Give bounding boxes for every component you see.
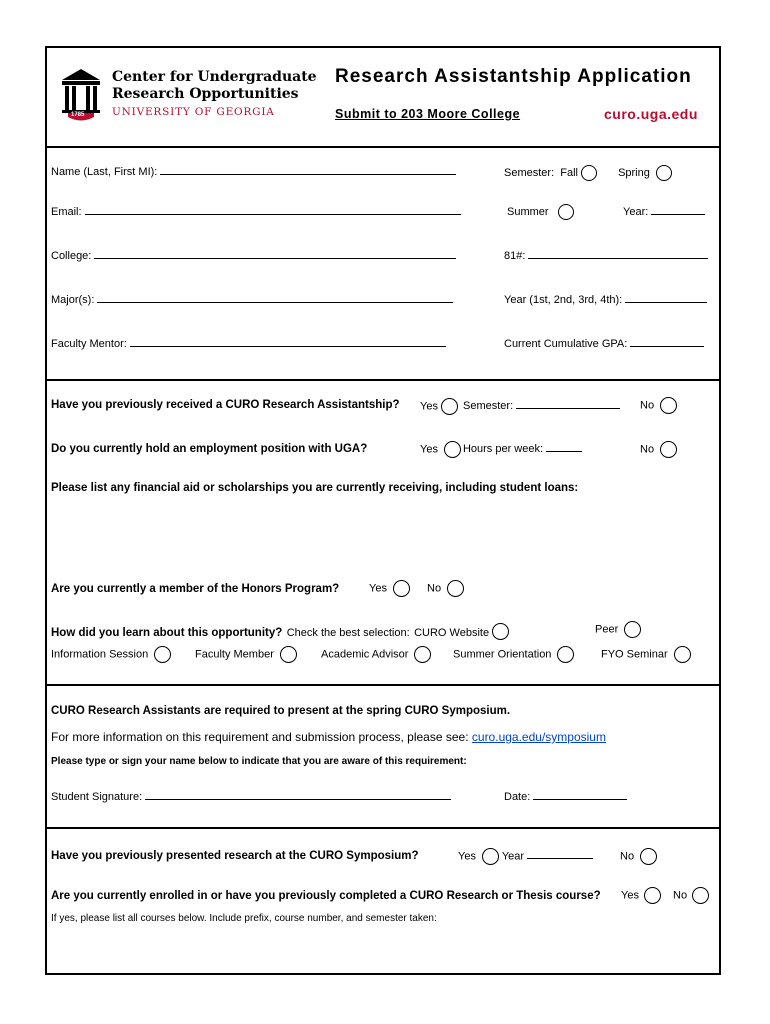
opt-orientation-label: Summer Orientation xyxy=(453,648,552,661)
opt-fyo xyxy=(601,646,691,663)
opt-fyo-label: FYO Seminar xyxy=(601,648,668,661)
fall-radio[interactable] xyxy=(581,165,597,181)
major-field[interactable] xyxy=(51,294,453,306)
q4-no-radio[interactable] xyxy=(447,580,464,597)
year-level-label: Year (1st, 2nd, 3rd, 4th): xyxy=(504,294,623,306)
opt-peer xyxy=(595,621,641,638)
name-field[interactable] xyxy=(51,166,456,178)
financial-aid-answer-area[interactable] xyxy=(51,500,711,570)
spring-label: Spring xyxy=(618,166,650,179)
q5-hint: Check the best selection: xyxy=(286,627,410,639)
major-label: Major(s): xyxy=(51,294,95,306)
page-title: Research Assistantship Application xyxy=(335,66,692,87)
email-label: Email: xyxy=(51,206,82,218)
no-label: No xyxy=(620,850,635,863)
id-label: 81#: xyxy=(504,250,526,262)
no-label: No xyxy=(640,443,655,456)
opt-advisor xyxy=(321,646,431,663)
no-label: No xyxy=(427,582,442,595)
courses-answer-area[interactable] xyxy=(51,930,711,968)
submit-location: Submit to 203 Moore College xyxy=(335,107,521,121)
opt-info xyxy=(51,646,171,663)
q1-yes-option xyxy=(420,398,620,415)
signature-label: Student Signature: xyxy=(51,791,143,803)
logo-year: 1785 xyxy=(71,112,85,118)
q-honors: Are you currently a member of the Honors Program? xyxy=(51,583,340,595)
yes-label: Yes xyxy=(420,400,438,413)
q7-no-radio[interactable] xyxy=(692,887,709,904)
q1-no-option xyxy=(640,397,677,414)
id-field[interactable] xyxy=(504,250,708,262)
opt-fyo-radio[interactable] xyxy=(674,646,691,663)
symposium-instruction: Please type or sign your name below to indicate that you are aware of this requirement: xyxy=(51,756,467,767)
q7-yes-option xyxy=(621,887,661,904)
q2-no-radio[interactable] xyxy=(660,441,677,458)
mentor-label: Faculty Mentor: xyxy=(51,338,127,350)
yes-label: Yes xyxy=(420,443,438,456)
year-label: Year: xyxy=(623,206,649,218)
opt-info-label: Information Session xyxy=(51,648,149,661)
hours-label: Hours per week: xyxy=(462,443,544,456)
q-prev-assistantship: Have you previously received a CURO Research Assistantship? xyxy=(51,399,400,411)
opt-peer-radio[interactable] xyxy=(624,621,641,638)
org-name-line1: Center for Undergraduate xyxy=(112,69,317,85)
opt-faculty-radio[interactable] xyxy=(280,646,297,663)
opt-website-label: CURO Website xyxy=(414,627,490,639)
date-field[interactable] xyxy=(504,791,627,803)
yes-label: Yes xyxy=(621,889,639,902)
date-label: Date: xyxy=(504,791,531,803)
fall-label: Fall xyxy=(560,166,578,179)
yes-label: Yes xyxy=(369,582,387,595)
uga-logo xyxy=(60,66,102,124)
q2-yes-option xyxy=(420,441,582,458)
opt-info-radio[interactable] xyxy=(154,646,171,663)
gpa-label: Current Cumulative GPA: xyxy=(504,338,628,350)
divider xyxy=(45,827,721,829)
q-how-learned xyxy=(51,623,509,641)
symposium-info xyxy=(51,730,606,744)
q1-semester-label: Semester: xyxy=(463,400,514,413)
divider xyxy=(45,684,721,686)
q6-no-radio[interactable] xyxy=(640,848,657,865)
spring-radio[interactable] xyxy=(656,165,672,181)
yes-label: Yes xyxy=(458,850,476,863)
year-field[interactable] xyxy=(623,206,705,218)
q7-yes-radio[interactable] xyxy=(644,887,661,904)
q-financial-aid: Please list any financial aid or scholarships you are currently receiving, including student loans: xyxy=(51,482,579,494)
opt-advisor-radio[interactable] xyxy=(414,646,431,663)
q7-no-option xyxy=(673,887,709,904)
opt-orientation-radio[interactable] xyxy=(557,646,574,663)
divider xyxy=(45,146,721,148)
q5-text: How did you learn about this opportunity? xyxy=(51,627,283,639)
mentor-field[interactable] xyxy=(51,338,446,350)
symposium-link[interactable]: curo.uga.edu/symposium xyxy=(471,730,606,744)
opt-faculty-label: Faculty Member xyxy=(195,648,274,661)
q6-yes-option xyxy=(458,848,593,865)
website-url: curo.uga.edu xyxy=(604,106,698,122)
summer-label: Summer xyxy=(507,205,549,218)
summer-option xyxy=(507,204,574,220)
no-label: No xyxy=(673,889,688,902)
signature-field[interactable] xyxy=(51,791,451,803)
q1-yes-radio[interactable] xyxy=(441,398,458,415)
q2-yes-radio[interactable] xyxy=(444,441,461,458)
q-curo-course: Are you currently enrolled in or have you previously completed a CURO Research or Thesis course? xyxy=(51,890,601,902)
opt-faculty xyxy=(195,646,297,663)
q1-no-radio[interactable] xyxy=(660,397,677,414)
q6-yes-radio[interactable] xyxy=(482,848,499,865)
college-field[interactable] xyxy=(51,250,456,262)
q6-year-label: Year xyxy=(501,850,525,863)
university-name: UNIVERSITY OF GEORGIA xyxy=(112,106,275,118)
email-field[interactable] xyxy=(51,206,461,218)
opt-website-radio[interactable] xyxy=(492,623,509,640)
opt-advisor-label: Academic Advisor xyxy=(321,648,409,661)
gpa-field[interactable] xyxy=(504,338,704,350)
q2-no-option xyxy=(640,441,677,458)
org-name-line2: Research Opportunities xyxy=(112,86,299,102)
semester-group xyxy=(504,165,672,181)
q-prev-presented: Have you previously presented research at the CURO Symposium? xyxy=(51,850,419,862)
q4-yes-option xyxy=(369,580,410,597)
opt-orientation xyxy=(453,646,574,663)
divider xyxy=(45,379,721,381)
q-uga-employment: Do you currently hold an employment position with UGA? xyxy=(51,443,368,455)
symposium-info-text: For more information on this requirement and submission process, please see: xyxy=(51,730,469,744)
q7-note: If yes, please list all courses below. Include prefix, course number, and semester taken: xyxy=(51,913,437,924)
summer-radio[interactable] xyxy=(558,204,574,220)
q4-no-option xyxy=(427,580,464,597)
college-label: College: xyxy=(51,250,92,262)
q4-yes-radio[interactable] xyxy=(393,580,410,597)
symposium-heading: CURO Research Assistants are required to present at the spring CURO Symposium. xyxy=(51,705,511,717)
no-label: No xyxy=(640,399,655,412)
q6-no-option xyxy=(620,848,657,865)
opt-peer-label: Peer xyxy=(595,623,619,636)
semester-label: Semester: xyxy=(504,166,555,179)
year-level-field[interactable] xyxy=(504,294,707,306)
name-label: Name (Last, First MI): xyxy=(51,166,158,178)
